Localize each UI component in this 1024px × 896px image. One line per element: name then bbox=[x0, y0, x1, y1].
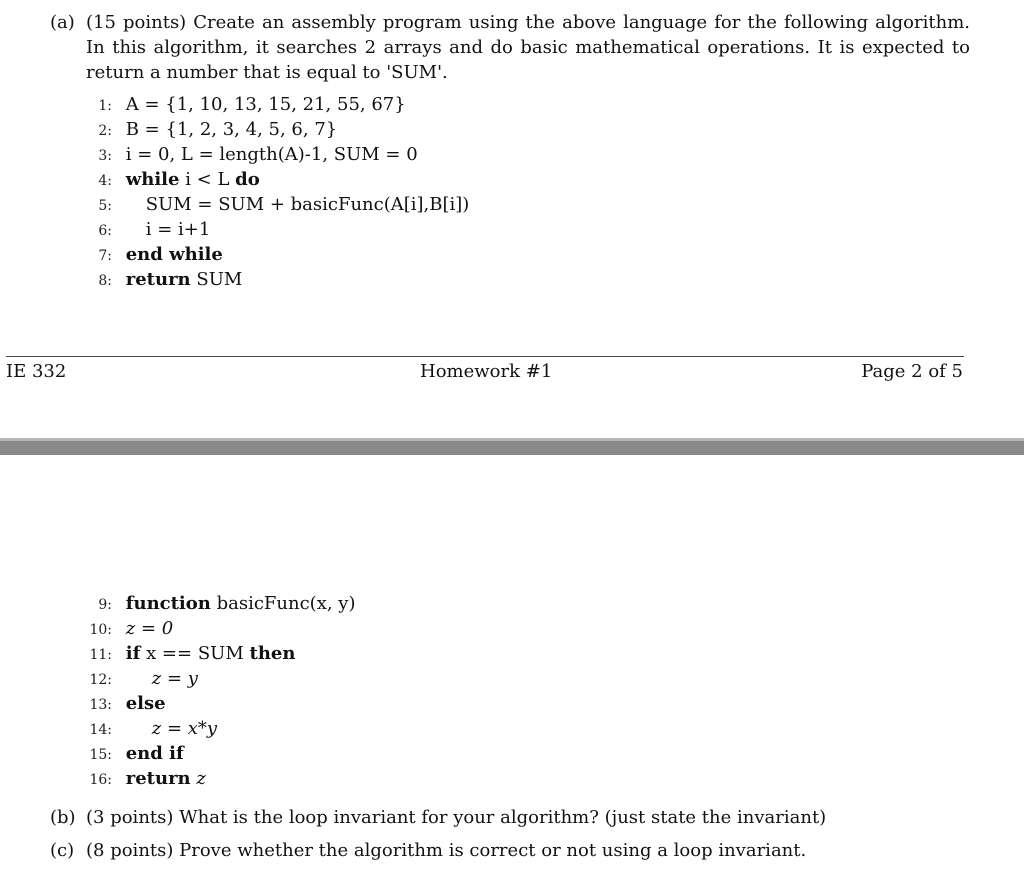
footer-course: IE 332 bbox=[6, 361, 67, 382]
page-2-bottom-section bbox=[0, 0, 1024, 438]
line-number: 13: bbox=[89, 697, 112, 713]
line-number: 5: bbox=[98, 198, 112, 214]
keyword-end-if: end if bbox=[125, 743, 184, 764]
footer-rule bbox=[6, 356, 964, 357]
algorithm-line bbox=[86, 167, 260, 192]
line-text: i = 0, L = length(A)-1, SUM = 0 bbox=[125, 144, 418, 165]
question-part-b bbox=[50, 805, 970, 830]
line-number: 12: bbox=[89, 672, 112, 688]
part-a-text: (15 points) Create an assembly program using the above language for the following algorithm. In this algorithm, it searches 2 arrays and do basic mathematical operations. It is expected to return a number that is equal to 'SUM'. bbox=[86, 12, 970, 83]
line-text: z = x*y bbox=[151, 718, 218, 739]
keyword-then: then bbox=[249, 643, 296, 664]
line-number: 8: bbox=[98, 273, 112, 289]
part-c-label: (c) bbox=[50, 840, 75, 861]
part-b-label: (b) bbox=[50, 807, 76, 828]
part-a-label: (a) bbox=[50, 12, 75, 33]
line-text: A = {1, 10, 13, 15, 21, 55, 67} bbox=[125, 94, 406, 115]
part-b-text: (3 points) What is the loop invariant for your algorithm? (just state the invariant) bbox=[86, 807, 827, 828]
algorithm-line bbox=[86, 217, 210, 242]
algorithm-line bbox=[86, 766, 206, 791]
keyword-function: function bbox=[125, 593, 211, 614]
footer-page-number: Page 2 of 5 bbox=[861, 361, 963, 382]
page-3-top-section bbox=[0, 455, 1024, 896]
line-number: 16: bbox=[89, 772, 112, 788]
algorithm-line bbox=[86, 716, 217, 741]
algorithm-line bbox=[86, 267, 242, 292]
line-text: SUM = SUM + basicFunc(A[i],B[i]) bbox=[145, 194, 470, 215]
line-number: 7: bbox=[98, 248, 112, 264]
line-text: SUM bbox=[196, 269, 243, 290]
keyword-else: else bbox=[125, 693, 166, 714]
line-number: 9: bbox=[98, 597, 112, 613]
keyword-while: while bbox=[125, 169, 180, 190]
line-number: 15: bbox=[89, 747, 112, 763]
algorithm-line bbox=[86, 691, 166, 716]
line-text: basicFunc(x, y) bbox=[216, 593, 356, 614]
line-number: 2: bbox=[98, 123, 112, 139]
algorithm-line bbox=[86, 192, 469, 217]
line-number: 11: bbox=[89, 647, 112, 663]
line-number: 3: bbox=[98, 148, 112, 164]
line-number: 10: bbox=[89, 622, 112, 638]
question-part-c bbox=[50, 838, 970, 863]
line-text: i = i+1 bbox=[145, 219, 211, 240]
algorithm-line bbox=[86, 616, 173, 641]
keyword-end-while: end while bbox=[125, 244, 223, 265]
algorithm-line bbox=[86, 641, 295, 666]
line-text: i < L bbox=[185, 169, 230, 190]
keyword-if: if bbox=[125, 643, 141, 664]
keyword-return: return bbox=[125, 768, 191, 789]
line-number: 1: bbox=[98, 98, 112, 114]
keyword-return: return bbox=[125, 269, 191, 290]
algorithm-line bbox=[86, 142, 418, 167]
algorithm-line bbox=[86, 666, 198, 691]
line-text: B = {1, 2, 3, 4, 5, 6, 7} bbox=[125, 119, 338, 140]
algorithm-line bbox=[86, 92, 406, 117]
line-text: z bbox=[196, 768, 206, 789]
algorithm-line bbox=[86, 741, 184, 766]
page-separator bbox=[0, 438, 1024, 455]
line-number: 6: bbox=[98, 223, 112, 239]
footer-title: Homework #1 bbox=[420, 361, 553, 382]
algorithm-line bbox=[86, 117, 337, 142]
line-text: z = 0 bbox=[125, 618, 174, 639]
line-text: x == SUM bbox=[146, 643, 244, 664]
line-number: 14: bbox=[89, 722, 112, 738]
keyword-do: do bbox=[235, 169, 260, 190]
algorithm-line bbox=[86, 242, 223, 267]
line-text: z = y bbox=[151, 668, 198, 689]
question-part-a bbox=[50, 10, 970, 85]
algorithm-line bbox=[86, 591, 356, 616]
line-number: 4: bbox=[98, 173, 112, 189]
part-c-text: (8 points) Prove whether the algorithm is correct or not using a loop invariant. bbox=[86, 840, 807, 861]
